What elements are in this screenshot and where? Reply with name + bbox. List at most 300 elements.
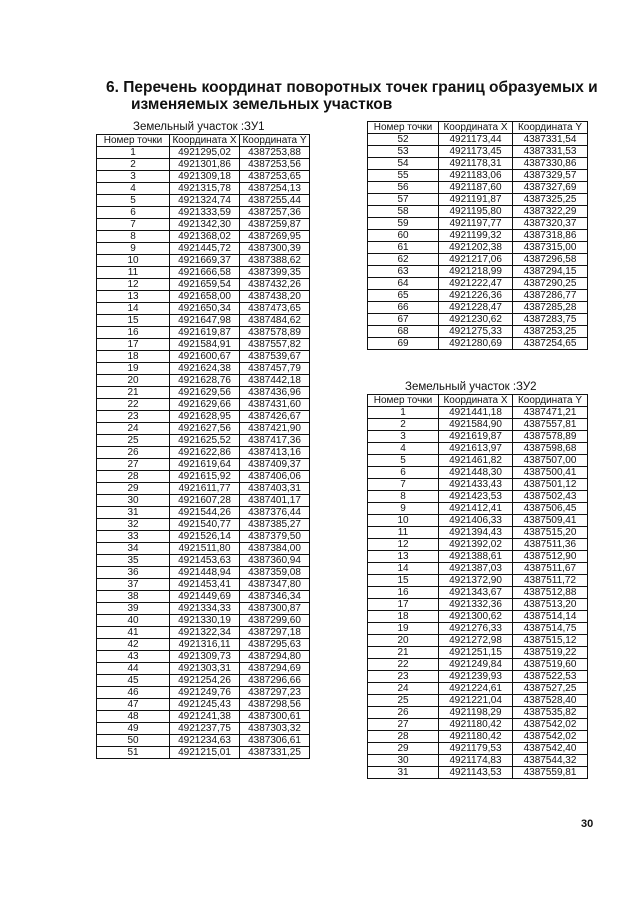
- coordinate-x-cell: 4921368,02: [170, 231, 240, 243]
- coordinate-y-cell: 4387296,58: [513, 254, 588, 266]
- table-row: [97, 375, 310, 387]
- table-row: [368, 206, 588, 218]
- table-row: [97, 267, 310, 279]
- point-number-cell: 5: [368, 455, 439, 467]
- point-number-cell: 49: [97, 723, 170, 735]
- point-number-cell: 55: [368, 170, 439, 182]
- coordinate-y-cell: 4387399,35: [240, 267, 310, 279]
- coordinate-y-cell: 4387315,00: [513, 242, 588, 254]
- coordinate-y-cell: 4387385,27: [240, 519, 310, 531]
- coordinate-y-cell: 4387535,82: [513, 707, 588, 719]
- coordinate-y-cell: 4387359,08: [240, 567, 310, 579]
- point-number-cell: 31: [97, 507, 170, 519]
- coordinate-y-cell: 4387512,88: [513, 587, 588, 599]
- table-row: [97, 591, 310, 603]
- coordinate-x-cell: 4921241,38: [170, 711, 240, 723]
- table-row: [97, 303, 310, 315]
- table-row: [97, 687, 310, 699]
- table-row: [368, 266, 588, 278]
- coordinate-y-cell: 4387528,40: [513, 695, 588, 707]
- point-number-cell: 53: [368, 146, 439, 158]
- point-number-cell: 2: [368, 419, 439, 431]
- table-row: [368, 407, 588, 419]
- point-number-cell: 18: [368, 611, 439, 623]
- point-number-cell: 47: [97, 699, 170, 711]
- point-number-cell: 38: [97, 591, 170, 603]
- table-row: [97, 459, 310, 471]
- point-number-cell: 65: [368, 290, 439, 302]
- coordinate-x-cell: 4921245,43: [170, 699, 240, 711]
- point-number-cell: 63: [368, 266, 439, 278]
- point-number-cell: 8: [368, 491, 439, 503]
- table-row: [97, 747, 310, 759]
- point-number-cell: 12: [368, 539, 439, 551]
- point-number-cell: 62: [368, 254, 439, 266]
- table-row: [97, 231, 310, 243]
- coordinate-x-cell: 4921315,78: [170, 183, 240, 195]
- coordinate-x-cell: 4921249,76: [170, 687, 240, 699]
- point-number-cell: 8: [97, 231, 170, 243]
- coordinate-x-cell: 4921526,14: [170, 531, 240, 543]
- coordinate-y-cell: 4387598,68: [513, 443, 588, 455]
- table-row: [97, 243, 310, 255]
- point-number-cell: 13: [97, 291, 170, 303]
- coordinate-x-cell: 4921441,18: [439, 407, 513, 419]
- coordinate-x-cell: 4921249,84: [439, 659, 513, 671]
- coordinate-x-cell: 4921628,76: [170, 375, 240, 387]
- point-number-cell: 15: [368, 575, 439, 587]
- coordinate-y-cell: 4387376,44: [240, 507, 310, 519]
- coordinate-x-cell: 4921180,42: [439, 731, 513, 743]
- table-row: [368, 338, 588, 350]
- point-number-cell: 12: [97, 279, 170, 291]
- coordinate-y-cell: 4387544,32: [513, 755, 588, 767]
- table-row: [368, 467, 588, 479]
- point-number-cell: 31: [368, 767, 439, 779]
- coordinate-x-cell: 4921607,28: [170, 495, 240, 507]
- coordinate-y-cell: 4387297,18: [240, 627, 310, 639]
- point-number-cell: 52: [368, 134, 439, 146]
- table-row: [368, 659, 588, 671]
- table-row: [368, 254, 588, 266]
- coordinate-y-cell: 4387254,65: [513, 338, 588, 350]
- coordinate-x-cell: 4921423,53: [439, 491, 513, 503]
- table-row: [368, 551, 588, 563]
- coordinate-y-cell: 4387515,20: [513, 527, 588, 539]
- point-number-cell: 22: [97, 399, 170, 411]
- coordinate-y-cell: 4387438,20: [240, 291, 310, 303]
- coordinate-y-cell: 4387500,41: [513, 467, 588, 479]
- coordinate-x-cell: 4921234,63: [170, 735, 240, 747]
- table-row: [97, 627, 310, 639]
- table-row: [97, 531, 310, 543]
- table-row: [368, 134, 588, 146]
- table-row: [97, 147, 310, 159]
- coordinate-x-cell: 4921445,72: [170, 243, 240, 255]
- table-row: [368, 242, 588, 254]
- table-row: [97, 387, 310, 399]
- table-row: [97, 507, 310, 519]
- coordinate-x-cell: 4921316,11: [170, 639, 240, 651]
- table-row: [97, 723, 310, 735]
- coordinate-y-cell: 4387514,75: [513, 623, 588, 635]
- coordinate-x-cell: 4921239,93: [439, 671, 513, 683]
- table-row: [368, 503, 588, 515]
- coordinate-y-cell: 4387331,54: [513, 134, 588, 146]
- point-number-cell: 17: [97, 339, 170, 351]
- coordinate-x-cell: 4921461,82: [439, 455, 513, 467]
- table-row: [368, 326, 588, 338]
- point-number-cell: 14: [368, 563, 439, 575]
- zu2-caption: Земельный участок :ЗУ2: [405, 381, 537, 393]
- table-row: [97, 351, 310, 363]
- title-line-2: изменяемых земельных участков: [131, 96, 393, 113]
- coordinate-y-cell: 4387509,41: [513, 515, 588, 527]
- table-row: [97, 315, 310, 327]
- coordinate-x-cell: 4921406,33: [439, 515, 513, 527]
- point-number-cell: 59: [368, 218, 439, 230]
- point-number-cell: 46: [97, 687, 170, 699]
- table-row: [97, 207, 310, 219]
- coordinate-x-cell: 4921178,31: [439, 158, 513, 170]
- coordinate-x-cell: 4921218,99: [439, 266, 513, 278]
- coordinate-y-cell: 4387431,60: [240, 399, 310, 411]
- coordinate-x-cell: 4921449,69: [170, 591, 240, 603]
- coordinate-x-cell: 4921615,92: [170, 471, 240, 483]
- zu1-caption: Земельный участок :ЗУ1: [133, 121, 265, 133]
- coordinate-y-cell: 4387511,36: [513, 539, 588, 551]
- coordinate-x-cell: 4921187,60: [439, 182, 513, 194]
- point-number-cell: 29: [368, 743, 439, 755]
- point-number-cell: 42: [97, 639, 170, 651]
- coordinate-x-cell: 4921388,61: [439, 551, 513, 563]
- table-row: [368, 527, 588, 539]
- point-number-cell: 21: [97, 387, 170, 399]
- coordinate-x-cell: 4921619,87: [170, 327, 240, 339]
- coordinate-y-cell: 4387578,89: [513, 431, 588, 443]
- coordinate-x-cell: 4921301,86: [170, 159, 240, 171]
- point-number-cell: 4: [368, 443, 439, 455]
- coordinate-x-cell: 4921202,38: [439, 242, 513, 254]
- coordinate-y-cell: 4387511,67: [513, 563, 588, 575]
- table-row: [97, 651, 310, 663]
- point-number-cell: 6: [368, 467, 439, 479]
- coordinate-y-cell: 4387331,25: [240, 747, 310, 759]
- point-number-cell: 28: [368, 731, 439, 743]
- table-row: [97, 279, 310, 291]
- point-number-cell: 27: [97, 459, 170, 471]
- point-number-cell: 4: [97, 183, 170, 195]
- coordinate-y-cell: 4387294,15: [513, 266, 588, 278]
- point-number-cell: 67: [368, 314, 439, 326]
- coordinate-y-cell: 4387421,90: [240, 423, 310, 435]
- table-row: [368, 767, 588, 779]
- header-coordinate-x: Координата X: [439, 122, 513, 134]
- coordinate-x-cell: 4921215,01: [170, 747, 240, 759]
- coordinate-y-cell: 4387331,53: [513, 146, 588, 158]
- table-row: [368, 230, 588, 242]
- coordinate-y-cell: 4387417,36: [240, 435, 310, 447]
- point-number-cell: 16: [97, 327, 170, 339]
- coordinate-x-cell: 4921173,44: [439, 134, 513, 146]
- coordinate-y-cell: 4387403,31: [240, 483, 310, 495]
- table-row: [97, 711, 310, 723]
- coordinate-x-cell: 4921179,53: [439, 743, 513, 755]
- coordinate-y-cell: 4387542,40: [513, 743, 588, 755]
- point-number-cell: 28: [97, 471, 170, 483]
- coordinate-y-cell: 4387286,77: [513, 290, 588, 302]
- coordinate-y-cell: 4387329,57: [513, 170, 588, 182]
- coordinate-y-cell: 4387527,25: [513, 683, 588, 695]
- table-row: [97, 639, 310, 651]
- coordinate-y-cell: 4387285,28: [513, 302, 588, 314]
- point-number-cell: 1: [368, 407, 439, 419]
- point-number-cell: 51: [97, 747, 170, 759]
- table-row: [97, 735, 310, 747]
- coordinate-y-cell: 4387306,61: [240, 735, 310, 747]
- table-row: [97, 447, 310, 459]
- point-number-cell: 7: [97, 219, 170, 231]
- coordinate-x-cell: 4921412,41: [439, 503, 513, 515]
- table-row: [368, 314, 588, 326]
- table-row: [368, 599, 588, 611]
- table-row: [368, 743, 588, 755]
- coordinate-y-cell: 4387519,60: [513, 659, 588, 671]
- coordinate-y-cell: 4387322,29: [513, 206, 588, 218]
- point-number-cell: 26: [368, 707, 439, 719]
- table-row: [368, 491, 588, 503]
- table-row: [97, 183, 310, 195]
- coordinate-x-cell: 4921600,67: [170, 351, 240, 363]
- table-header-row: [368, 122, 588, 134]
- table-row: [368, 158, 588, 170]
- header-coordinate-x: Координата X: [170, 135, 240, 147]
- coordinate-y-cell: 4387300,61: [240, 711, 310, 723]
- point-number-cell: 14: [97, 303, 170, 315]
- coordinate-y-cell: 4387290,25: [513, 278, 588, 290]
- coordinate-x-cell: 4921669,37: [170, 255, 240, 267]
- point-number-cell: 9: [368, 503, 439, 515]
- coordinate-x-cell: 4921629,56: [170, 387, 240, 399]
- table-row: [97, 543, 310, 555]
- point-number-cell: 35: [97, 555, 170, 567]
- table-row: [368, 419, 588, 431]
- coordinate-x-cell: 4921627,56: [170, 423, 240, 435]
- table-row: [368, 755, 588, 767]
- zu2-table: [367, 394, 588, 779]
- table-row: [97, 567, 310, 579]
- coordinate-x-cell: 4921217,06: [439, 254, 513, 266]
- point-number-cell: 34: [97, 543, 170, 555]
- coordinate-x-cell: 4921180,42: [439, 719, 513, 731]
- coordinate-y-cell: 4387320,37: [513, 218, 588, 230]
- coordinate-x-cell: 4921647,98: [170, 315, 240, 327]
- table-row: [97, 171, 310, 183]
- coordinate-y-cell: 4387253,56: [240, 159, 310, 171]
- table-row: [97, 399, 310, 411]
- table-row: [97, 435, 310, 447]
- point-number-cell: 29: [97, 483, 170, 495]
- point-number-cell: 19: [97, 363, 170, 375]
- coordinate-x-cell: 4921332,36: [439, 599, 513, 611]
- coordinate-x-cell: 4921324,74: [170, 195, 240, 207]
- table-row: [368, 731, 588, 743]
- coordinate-y-cell: 4387511,72: [513, 575, 588, 587]
- point-number-cell: 40: [97, 615, 170, 627]
- title-line-1: 6. Перечень координат поворотных точек границ образуемых и: [106, 79, 598, 96]
- point-number-cell: 41: [97, 627, 170, 639]
- coordinate-x-cell: 4921544,26: [170, 507, 240, 519]
- table-row: [368, 278, 588, 290]
- coordinate-x-cell: 4921222,47: [439, 278, 513, 290]
- point-number-cell: 68: [368, 326, 439, 338]
- coordinate-y-cell: 4387557,81: [513, 419, 588, 431]
- point-number-cell: 10: [97, 255, 170, 267]
- coordinate-x-cell: 4921619,64: [170, 459, 240, 471]
- coordinate-x-cell: 4921342,30: [170, 219, 240, 231]
- coordinate-y-cell: 4387384,00: [240, 543, 310, 555]
- coordinate-y-cell: 4387300,39: [240, 243, 310, 255]
- header-coordinate-y: Координата Y: [513, 395, 588, 407]
- coordinate-x-cell: 4921195,80: [439, 206, 513, 218]
- table-header-row: [368, 395, 588, 407]
- coordinate-x-cell: 4921658,00: [170, 291, 240, 303]
- coordinate-y-cell: 4387506,45: [513, 503, 588, 515]
- point-number-cell: 22: [368, 659, 439, 671]
- coordinate-x-cell: 4921199,32: [439, 230, 513, 242]
- coordinate-y-cell: 4387457,79: [240, 363, 310, 375]
- coordinate-x-cell: 4921433,43: [439, 479, 513, 491]
- coordinate-y-cell: 4387295,63: [240, 639, 310, 651]
- point-number-cell: 6: [97, 207, 170, 219]
- coordinate-y-cell: 4387559,81: [513, 767, 588, 779]
- coordinate-x-cell: 4921448,94: [170, 567, 240, 579]
- coordinate-x-cell: 4921629,66: [170, 399, 240, 411]
- table-row: [97, 411, 310, 423]
- header-point-number: Номер точки: [368, 122, 439, 134]
- coordinate-x-cell: 4921387,03: [439, 563, 513, 575]
- coordinate-y-cell: 4387484,62: [240, 315, 310, 327]
- point-number-cell: 10: [368, 515, 439, 527]
- point-number-cell: 24: [97, 423, 170, 435]
- coordinate-y-cell: 4387283,75: [513, 314, 588, 326]
- coordinate-x-cell: 4921254,26: [170, 675, 240, 687]
- point-number-cell: 1: [97, 147, 170, 159]
- coordinate-y-cell: 4387515,12: [513, 635, 588, 647]
- coordinate-y-cell: 4387269,95: [240, 231, 310, 243]
- coordinate-y-cell: 4387303,32: [240, 723, 310, 735]
- coordinate-x-cell: 4921540,77: [170, 519, 240, 531]
- table-row: [97, 663, 310, 675]
- coordinate-y-cell: 4387327,69: [513, 182, 588, 194]
- coordinate-x-cell: 4921143,53: [439, 767, 513, 779]
- coordinate-y-cell: 4387539,67: [240, 351, 310, 363]
- coordinate-x-cell: 4921191,87: [439, 194, 513, 206]
- point-number-cell: 43: [97, 651, 170, 663]
- coordinate-x-cell: 4921183,06: [439, 170, 513, 182]
- coordinate-y-cell: 4387409,37: [240, 459, 310, 471]
- coordinate-x-cell: 4921174,83: [439, 755, 513, 767]
- coordinate-x-cell: 4921624,38: [170, 363, 240, 375]
- coordinate-y-cell: 4387426,67: [240, 411, 310, 423]
- coordinate-x-cell: 4921251,15: [439, 647, 513, 659]
- coordinate-x-cell: 4921224,61: [439, 683, 513, 695]
- point-number-cell: 21: [368, 647, 439, 659]
- point-number-cell: 36: [97, 567, 170, 579]
- coordinate-y-cell: 4387346,34: [240, 591, 310, 603]
- coordinate-y-cell: 4387330,86: [513, 158, 588, 170]
- coordinate-y-cell: 4387519,22: [513, 647, 588, 659]
- coordinate-y-cell: 4387297,23: [240, 687, 310, 699]
- coordinate-x-cell: 4921511,80: [170, 543, 240, 555]
- point-number-cell: 37: [97, 579, 170, 591]
- table-row: [368, 575, 588, 587]
- table-row: [97, 495, 310, 507]
- coordinate-x-cell: 4921584,90: [439, 419, 513, 431]
- coordinate-y-cell: 4387512,90: [513, 551, 588, 563]
- point-number-cell: 32: [97, 519, 170, 531]
- header-coordinate-x: Координата X: [439, 395, 513, 407]
- coordinate-x-cell: 4921584,91: [170, 339, 240, 351]
- table-row: [97, 579, 310, 591]
- point-number-cell: 23: [368, 671, 439, 683]
- point-number-cell: 30: [368, 755, 439, 767]
- coordinate-x-cell: 4921198,29: [439, 707, 513, 719]
- point-number-cell: 48: [97, 711, 170, 723]
- point-number-cell: 15: [97, 315, 170, 327]
- header-coordinate-y: Координата Y: [240, 135, 310, 147]
- point-number-cell: 66: [368, 302, 439, 314]
- coordinate-x-cell: 4921343,67: [439, 587, 513, 599]
- coordinate-y-cell: 4387401,17: [240, 495, 310, 507]
- table-row: [97, 327, 310, 339]
- table-row: [368, 635, 588, 647]
- coordinate-x-cell: 4921173,45: [439, 146, 513, 158]
- point-number-cell: 61: [368, 242, 439, 254]
- table-row: [97, 483, 310, 495]
- point-number-cell: 64: [368, 278, 439, 290]
- point-number-cell: 57: [368, 194, 439, 206]
- point-number-cell: 24: [368, 683, 439, 695]
- coordinate-y-cell: 4387513,20: [513, 599, 588, 611]
- point-number-cell: 3: [97, 171, 170, 183]
- table-row: [97, 363, 310, 375]
- zu1-table-left: [96, 134, 310, 759]
- coordinate-y-cell: 4387259,87: [240, 219, 310, 231]
- coordinate-x-cell: 4921280,69: [439, 338, 513, 350]
- coordinate-y-cell: 4387514,14: [513, 611, 588, 623]
- point-number-cell: 18: [97, 351, 170, 363]
- coordinate-y-cell: 4387542,02: [513, 719, 588, 731]
- coordinate-x-cell: 4921453,41: [170, 579, 240, 591]
- table-row: [97, 471, 310, 483]
- table-row: [97, 195, 310, 207]
- table-row: [97, 291, 310, 303]
- header-point-number: Номер точки: [97, 135, 170, 147]
- table-row: [368, 182, 588, 194]
- table-row: [368, 539, 588, 551]
- table-row: [368, 671, 588, 683]
- coordinate-x-cell: 4921611,77: [170, 483, 240, 495]
- coordinate-y-cell: 4387325,25: [513, 194, 588, 206]
- coordinate-x-cell: 4921237,75: [170, 723, 240, 735]
- coordinate-y-cell: 4387507,00: [513, 455, 588, 467]
- table-header-row: [97, 135, 310, 147]
- coordinate-y-cell: 4387406,06: [240, 471, 310, 483]
- table-row: [368, 194, 588, 206]
- table-row: [368, 695, 588, 707]
- coordinate-y-cell: 4387473,65: [240, 303, 310, 315]
